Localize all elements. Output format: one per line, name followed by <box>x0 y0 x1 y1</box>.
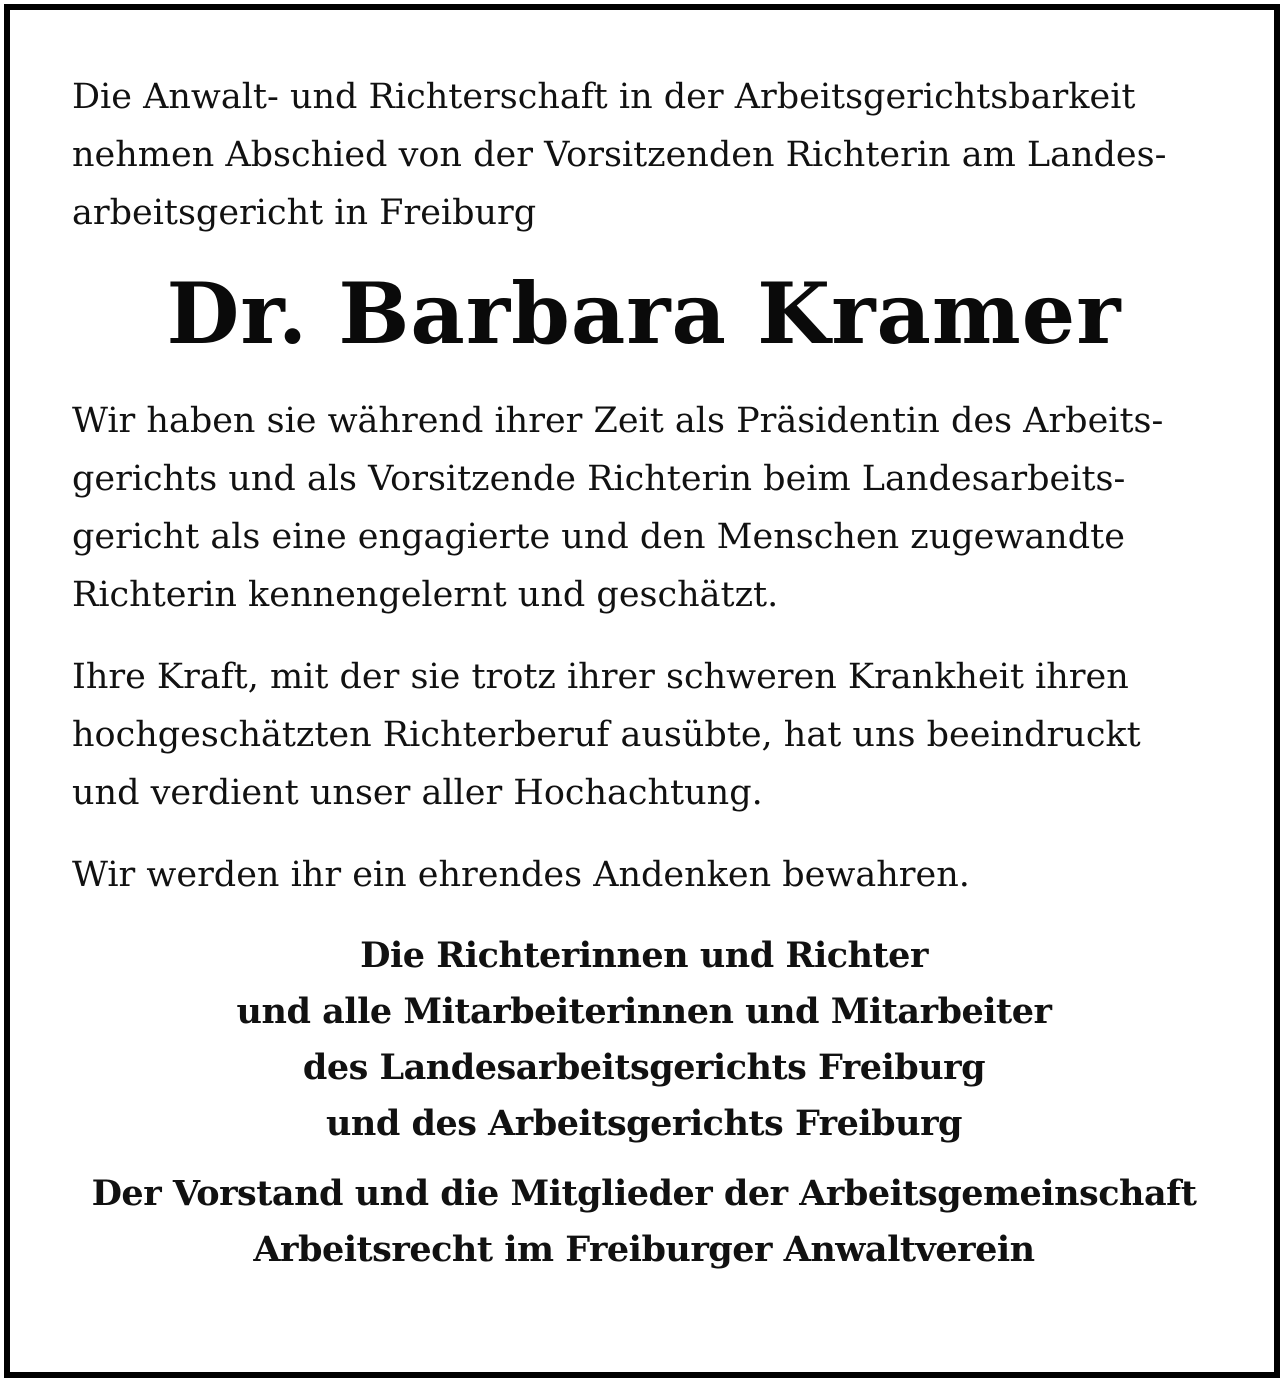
signature-line: des Landesarbeitsgerichts Freiburg <box>302 1047 986 1088</box>
signature-line: und des Arbeitsgerichts Freiburg <box>325 1103 963 1144</box>
intro-line: Die Anwalt- und Richterschaft in der Arbeitsgerichtsbarkeit <box>72 77 1136 117</box>
signature-bar-association <box>72 1166 1216 1278</box>
intro-line: arbeitsgericht in Freiburg <box>72 193 537 233</box>
intro-text <box>72 68 1216 242</box>
paragraph-line: und verdient unser aller Hochachtung. <box>72 773 763 813</box>
signature-court <box>72 928 1216 1152</box>
paragraph-line: Richterin kennengelernt und geschätzt. <box>72 575 779 615</box>
paragraph-line: gericht als eine engagierte und den Menschen zugewandte <box>72 517 1125 557</box>
paragraph-line: Wir haben sie während ihrer Zeit als Präsidentin des Arbeits- <box>72 401 1164 441</box>
signature-line: und alle Mitarbeiterinnen und Mitarbeiter <box>236 991 1052 1032</box>
signature-line: Arbeitsrecht im Freiburger Anwaltverein <box>253 1229 1035 1270</box>
tribute-paragraph <box>72 648 1216 822</box>
intro-line: nehmen Abschied von der Vorsitzenden Richterin am Landes- <box>72 135 1167 175</box>
closing-paragraph <box>72 846 1216 904</box>
signature-line: Der Vorstand und die Mitglieder der Arbeitsgemeinschaft <box>91 1173 1197 1214</box>
paragraph-line: hochgeschätzten Richterberuf ausübte, hat uns beeindruckt <box>72 715 1141 755</box>
paragraph-line: gerichts und als Vorsitzende Richterin beim Landesarbeits- <box>72 459 1126 499</box>
tribute-paragraph <box>72 392 1216 624</box>
paragraph-line: Wir werden ihr ein ehrendes Andenken bewahren. <box>72 855 970 895</box>
signature-line: Die Richterinnen und Richter <box>360 935 928 976</box>
notice-border <box>4 4 1280 1378</box>
deceased-name: Dr. Barbara Kramer <box>166 264 1122 363</box>
obituary-notice <box>72 68 1216 1278</box>
paragraph-line: Ihre Kraft, mit der sie trotz ihrer schweren Krankheit ihren <box>72 657 1129 697</box>
